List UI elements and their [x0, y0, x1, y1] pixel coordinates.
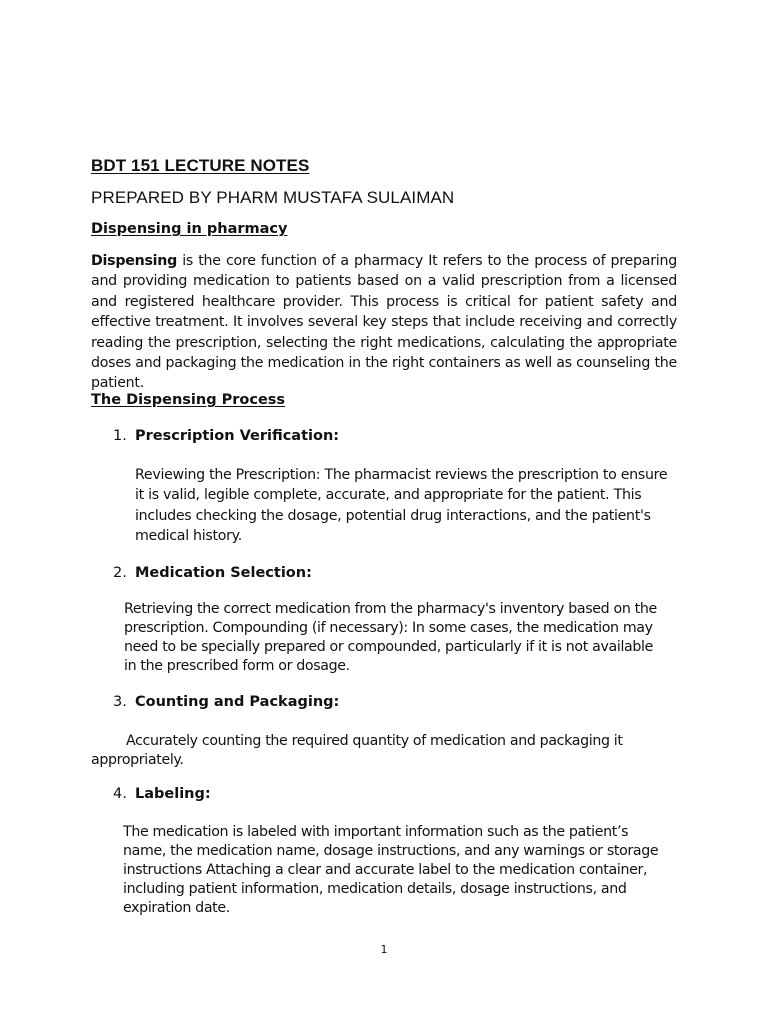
section-heading-dispensing-process: The Dispensing Process [91, 392, 286, 408]
section-heading-dispensing: Dispensing in pharmacy [91, 221, 288, 237]
step-title-labeling: Labeling: [135, 786, 211, 802]
step-text-counting-packaging: Accurately counting the required quantity of medication and packaging it appropriately. [91, 733, 623, 768]
step-number: 4. [113, 786, 127, 802]
document-subtitle: PREPARED BY PHARM MUSTAFA SULAIMAN [91, 188, 455, 207]
step-title-medication-selection: Medication Selection: [135, 565, 312, 581]
step-text-medication-selection: Retrieving the correct medication from the pharmacy's inventory based on the prescription. Compounding (if necessary): In some cases, the medication may need to be specially prepared or compounded, particularly if it is not available in the prescribed form or dosage. [124, 601, 657, 674]
step-text-labeling: The medication is labeled with important information such as the patient’s name, the medication name, dosage instructions, and any warnings or storage instructions Attaching a clear and accurate label to the medication container, including patient information, medication details, dosage instructions, and expiration date. [123, 824, 659, 916]
step-text-prescription-verification: Reviewing the Prescription: The pharmacist reviews the prescription to ensure it is valid, legible complete, accurate, and appropriate for the patient. This includes checking the dosage, potential drug interactions, and the patient's medical history. [135, 467, 668, 545]
step-title-prescription-verification: Prescription Verification: [135, 428, 340, 444]
intro-paragraph [91, 251, 677, 394]
step-number: 3. [113, 694, 127, 710]
document-title: BDT 151 LECTURE NOTES [91, 156, 310, 175]
intro-text: is the core function of a pharmacy It refers to the process of preparing and providing medication to patients based on a valid prescription from a licensed and registered healthcare provider. This process is critical for patient safety and effective treatment. It involves several key steps that include receiving and correctly reading the prescription, selecting the right medications, calculating the appropriate doses and packaging the medication in the right containers as well as counseling the patient. [91, 253, 677, 392]
step-title-counting-packaging: Counting and Packaging: [135, 694, 340, 710]
intro-term: Dispensing [91, 253, 178, 269]
page-number: 1 [380, 943, 388, 956]
step-number: 2. [113, 565, 127, 581]
step-number: 1. [113, 428, 127, 444]
